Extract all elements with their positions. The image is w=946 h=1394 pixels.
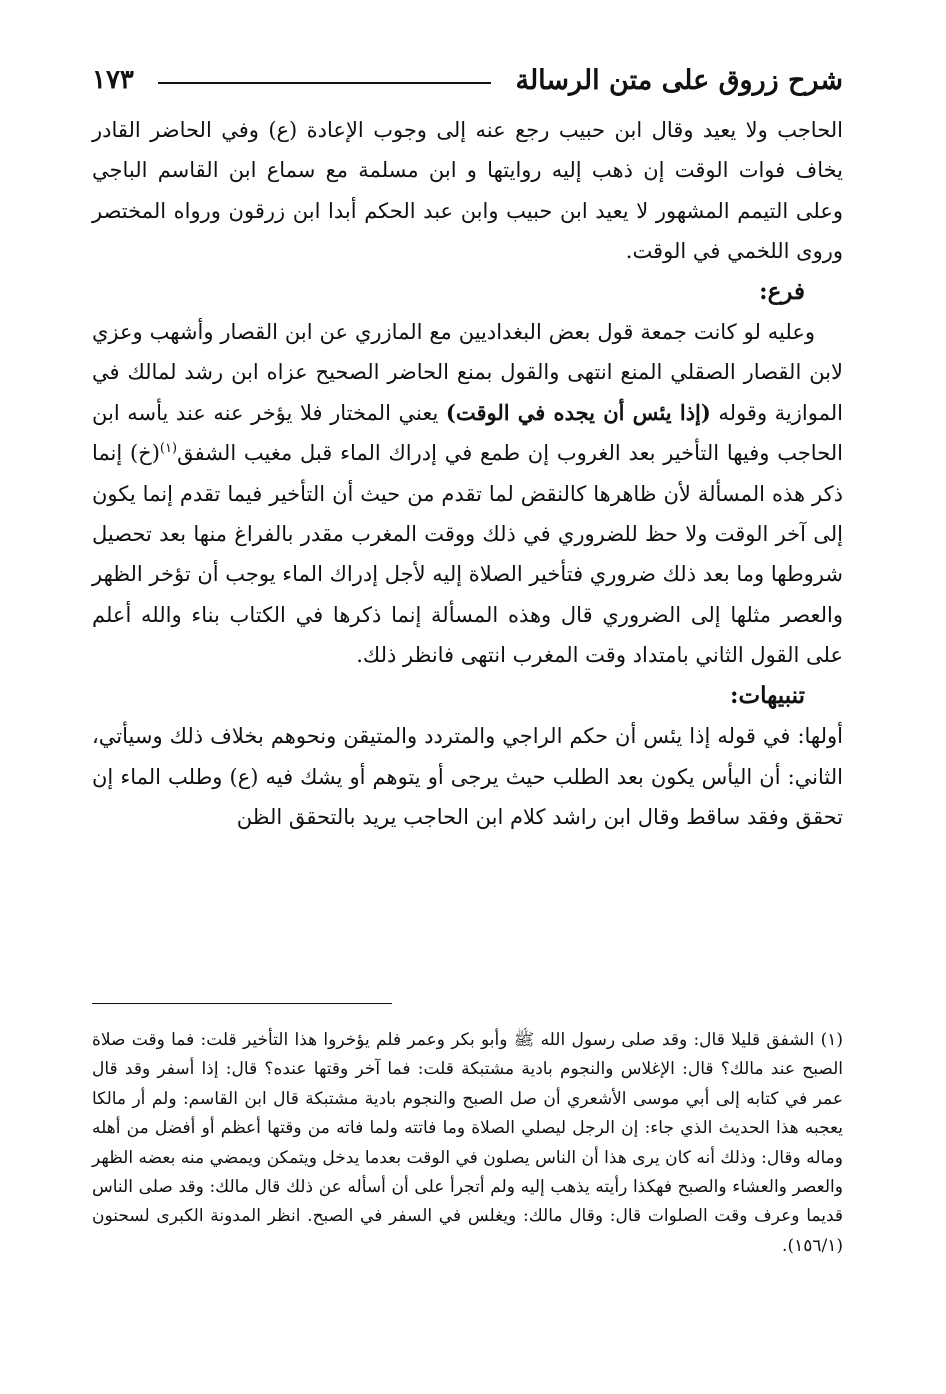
paragraph-1: الحاجب ولا يعيد وقال ابن حبيب رجع عنه إلى وجوب الإعادة (ع) وفي الحاضر القادر يخاف فوات الوقت إن ذهب إليه روايتها و ابن مسلمة مع سماع ابن القاسم الباجي وعلى التيمم المشهور لا يعيد ابن حبيب وابن عبد الحكم أبدا ابن زرقون ورواه المختصر وروى اللخمي في الوقت. — [92, 118, 843, 264]
footnotes — [92, 1026, 843, 1261]
paragraph-2-part-3: (خ) إنما ذكر هذه المسألة لأن ظاهرها كالنقض لما تقدم من حيث أن التأخير فيما تقدم إنما يكون إلى آخر الوقت ولا حظ للضروري في ذلك ووقت المغرب مقدر بالفراغ منها بعد تحصيل شروطها وما بعد ذلك ضروري فتأخير الصلاة إليه لأجل إدراك الماء يوجب أن تؤخر الظهر والعصر مثلها إلى الضروري قال وهذه المسألة إنما ذكرها في الكتاب بناء والله أعلم على القول الثاني بامتداد وقت المغرب انتهى فانظر ذلك. — [92, 441, 843, 668]
header-rule — [158, 82, 492, 84]
paragraph-2-part-1: وعليه لو كانت جمعة قول بعض البغداديين مع المازري عن ابن القصار وأشهب وعزي لابن القصار الصقلي المنع انتهى والقول بمنع الحاضر الصحيح عزاه ابن رشد لمالك في الموازية وقوله — [92, 320, 843, 425]
footnote-marker: (١) — [820, 1030, 843, 1050]
heading-far: فرع: — [759, 277, 805, 305]
page-number: ١٧٣ — [92, 65, 134, 95]
book-page — [92, 56, 843, 1364]
running-header — [92, 56, 843, 104]
paragraph-2 — [92, 312, 843, 676]
quoted-matn: (إذا يئس أن يجده في الوقت) — [445, 399, 711, 425]
heading-tanbihat: تنبيهات: — [730, 681, 805, 709]
footnote-separator — [92, 1003, 392, 1004]
footnote-1 — [92, 1026, 843, 1261]
main-text — [92, 110, 843, 837]
paragraph-2-part-2: يعني المختار فلا يؤخر عنه عند يأسه ابن الحاجب وفيها التأخير بعد الغروب إن طمع في إدراك الماء قبل مغيب الشفق — [92, 400, 843, 466]
footnote-text: الشفق قليلا قال: وقد صلى رسول الله ﷺ وأبو بكر وعمر فلم يؤخروا هذا التأخير قلت: فما وقت صلاة الصبح عند مالك؟ قال: الإغلاس والنجوم بادية مشتبكة قلت: فما آخر وقتها عنده؟ قال: إذا أسفر وقد قال عمر في كتابه إلى أبي موسى الأشعري أن صل الصبح والنجوم بادية مشتبكة قال ابن القاسم: ولم أر مالكا يعجبه هذا الحديث الذي جاء: إن الرجل ليصلي الصلاة وما فاتته ولما فاته من وقتها أعظم أو أفضل من أهله وماله وقال: وذلك أنه كان يرى هذا أن الناس يصلون في الوقت بعدما يدخل ويتمكن ويمضي منه بعضه الظهر والعصر والعشاء والصبح فهكذا رأيته يذهب إليه ولم أتجرأ على أن أسأله عن ذلك قال مالك: وقد صلى الناس قديما وعرف وقت الصلوات قال: وقال مالك: ويغلس في السفر في الصبح. انظر المدونة الكبرى لسحنون (١٥٦/١). — [92, 1030, 843, 1256]
footnote-reference[interactable]: (١) — [159, 441, 178, 457]
book-title: شرح زروق على متن الرسالة — [515, 64, 843, 96]
paragraph-3: أولها: في قوله إذا يئس أن حكم الراجي والمتردد والمتيقن ونحوهم بخلاف ذلك وسيأتي، الثاني: أن اليأس يكون بعد الطلب حيث يرجى أو يتوهم أو يشك فيه (ع) وطلب الماء إن تحقق وفقد ساقط وقال ابن راشد كلام ابن الحاجب يريد بالتحقق الظن — [92, 724, 843, 829]
